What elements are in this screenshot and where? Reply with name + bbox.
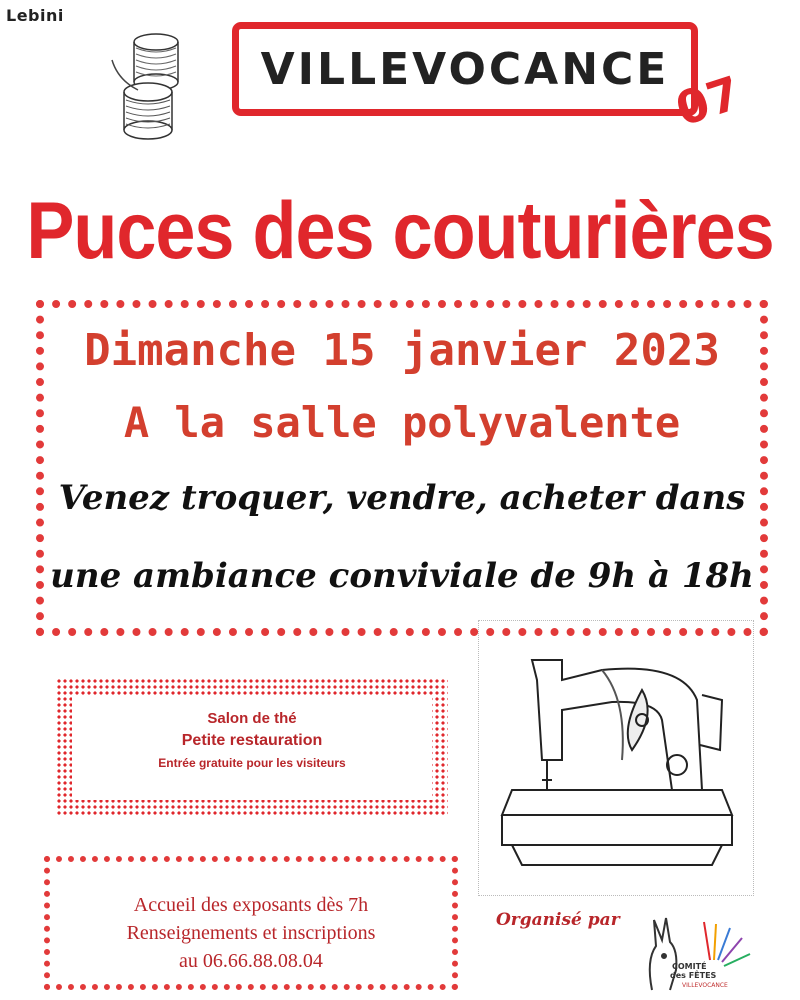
info-line-1: Accueil des exposants dès 7h [133, 894, 369, 916]
logo-text-2: des FÊTES [670, 971, 717, 980]
invitation-line-2: une ambiance conviviale de 9h à 18h [50, 556, 754, 596]
event-date: Dimanche 15 janvier 2023 [84, 325, 720, 376]
salon-line-2: Petite restauration [181, 732, 323, 749]
poster-title: Puces des couturières [26, 186, 774, 276]
info-line-2: Renseignements et inscriptions [126, 922, 376, 944]
sewing-machine-icon [492, 640, 742, 880]
organizer-label: Organisé par [496, 910, 620, 930]
department-number: 07 [669, 65, 747, 137]
invitation-line-1: Venez troquer, vendre, acheter dans [58, 478, 746, 518]
town-name: VILLEVOCANCE [260, 43, 670, 95]
info-line-3: au 06.66.88.08.04 [179, 950, 323, 972]
salon-line-1: Salon de thé [207, 710, 297, 727]
logo-text-3: VILLEVOCANCE [682, 982, 728, 989]
logo-text-1: COMITÉ [672, 962, 707, 971]
town-sign [232, 22, 698, 116]
watermark: Lebini [6, 6, 64, 25]
thread-spool-icon [108, 30, 192, 142]
event-venue: A la salle polyvalente [123, 398, 681, 447]
salon-line-3: Entrée gratuite pour les visiteurs [158, 756, 346, 770]
